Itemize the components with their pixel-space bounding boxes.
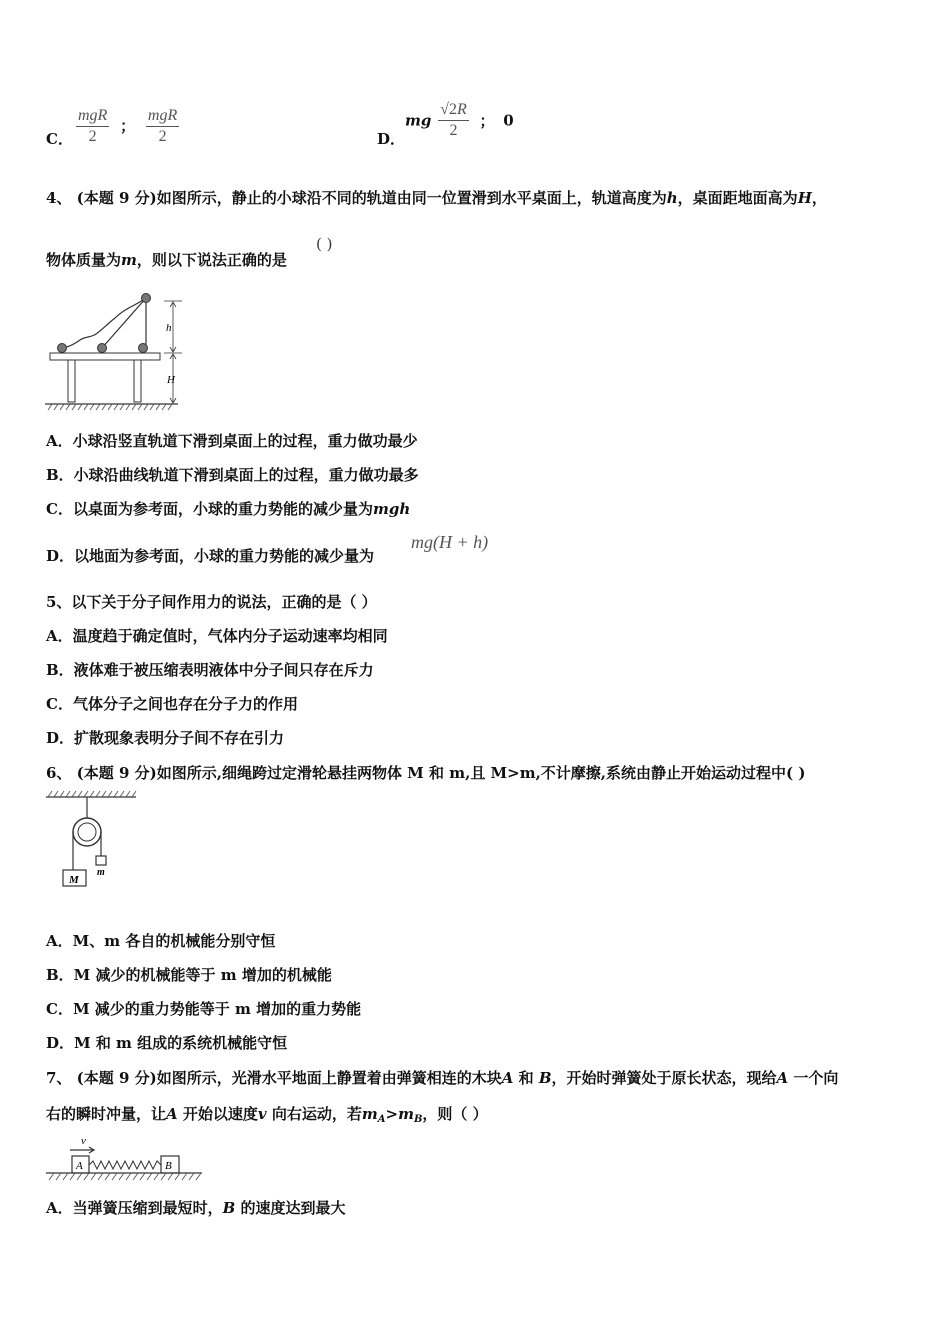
ball-top (142, 294, 151, 303)
fraction (438, 100, 469, 141)
q4-stem-line1 (46, 187, 827, 208)
table-leg (134, 360, 141, 402)
stem-text: 和 (513, 1069, 539, 1087)
var-m: m (121, 251, 137, 269)
question-number: 4、 (46, 189, 72, 207)
label-B: B (165, 1160, 172, 1172)
q5-option-b: B．液体难于被压缩表明液体中分子间只存在斥力 (46, 661, 374, 679)
q4-option-a: A．小球沿竖直轨道下滑到桌面上的过程，重力做功最少 (46, 432, 418, 450)
label-m: m (97, 867, 105, 878)
sqrt-two: √2 (440, 101, 457, 118)
q7-spring-figure (44, 1134, 210, 1186)
stem-text: 7、 (本题 9 分)如图所示，光滑水平地面上静置着由弹簧相连的木块 (46, 1069, 502, 1087)
answer-paren: ( ) (316, 235, 333, 253)
stem-text: ，则（ ） (422, 1105, 488, 1123)
label-A: A (76, 1160, 83, 1172)
var-B: B (222, 1199, 236, 1217)
q4-option-d (46, 545, 374, 566)
table-leg (68, 360, 75, 402)
q5-option-c: C．气体分子之间也存在分子力的作用 (46, 695, 298, 713)
q4-track-figure (40, 288, 200, 414)
q5-option-a: A．温度趋于确定值时，气体内分子运动速率均相同 (46, 627, 388, 645)
q3-option-d-label: D． (377, 130, 406, 148)
curved-track (60, 298, 146, 348)
stem-text: 右的瞬时冲量，让 (46, 1105, 167, 1123)
ball-curve-end (58, 344, 67, 353)
q7-option-a (46, 1197, 346, 1218)
q6-option-c: C．M 减少的重力势能等于 m 增加的重力势能 (46, 1000, 362, 1018)
stem-text: 向右运动，若 (266, 1105, 362, 1123)
label-h: h (166, 322, 172, 334)
denominator: 2 (449, 122, 458, 139)
q5-option-d: D．扩散现象表明分子间不存在引力 (46, 729, 285, 747)
fraction (146, 106, 179, 147)
math-R: R (456, 101, 467, 118)
label-M: M (69, 874, 79, 886)
q6-option-b: B．M 减少的机械能等于 m 增加的机械能 (46, 966, 332, 984)
q3-option-d-math (405, 100, 514, 141)
q7-stem-line1 (46, 1067, 838, 1088)
var-B: B (538, 1069, 552, 1087)
q4-stem-line2 (46, 249, 287, 270)
stem-text: 一个向 (788, 1069, 839, 1087)
var-A: A (776, 1069, 789, 1087)
stem-text: ，桌面距地面高为 (677, 189, 798, 207)
separator: ； (120, 116, 136, 135)
numerator (438, 100, 469, 121)
ceiling-hatching (48, 791, 136, 797)
stem-text: 如图所示，静止的小球沿不同的轨道由同一位置滑到水平桌面上，轨道高度为 (156, 189, 667, 207)
denominator: 2 (88, 128, 97, 145)
ground-hatching (49, 1173, 201, 1180)
var-mA: m (361, 1105, 378, 1123)
var-A: A (501, 1069, 514, 1087)
option-text: C．以桌面为参考面，小球的重力势能的减少量为 (46, 500, 373, 518)
var-mB: m (398, 1105, 414, 1123)
var-h: h (666, 189, 678, 207)
q6-stem: 6、 (本题 9 分)如图所示,细绳跨过定滑轮悬挂两物体 M 和 m,且 M>m,不计摩擦,系统由静止开始运动过程中( ) (46, 764, 806, 782)
var-A: A (166, 1105, 178, 1123)
fraction (76, 106, 109, 147)
greater-than: > (385, 1105, 399, 1123)
math-mg-H-plus-h: mg(H + h) (411, 532, 489, 552)
option-text: A．当弹簧压缩到最短时， (46, 1199, 223, 1217)
denominator: 2 (158, 128, 167, 145)
label-H: H (167, 374, 175, 386)
table-top (50, 353, 160, 360)
label-v: v (81, 1135, 86, 1147)
question-points: (本题 9 分) (76, 189, 157, 207)
q3-option-c-math (76, 106, 179, 147)
q7-stem-line2 (46, 1103, 488, 1125)
stem-text: 开始以速度 (177, 1105, 258, 1123)
stem-text: 物体质量为 (46, 251, 122, 269)
block-m (96, 856, 106, 865)
pulley-wheel (73, 818, 101, 846)
numerator: mgR (76, 106, 109, 127)
q6-option-d: D．M 和 m 组成的系统机械能守恒 (46, 1034, 288, 1052)
ground-hatching (48, 404, 172, 410)
option-text: 的速度达到最大 (235, 1199, 346, 1217)
ball-incline-end (98, 344, 107, 353)
subscript-A: A (377, 1114, 386, 1125)
zero-value: 0 (503, 111, 514, 130)
option-text: D．以地面为参考面，小球的重力势能的减少量为 (46, 547, 375, 565)
q5-stem: 5、以下关于分子间作用力的说法，正确的是（ ） (46, 593, 377, 611)
q4-option-c (46, 498, 410, 519)
spring (89, 1161, 161, 1169)
q6-option-a: A．M、m 各自的机械能分别守恒 (46, 932, 276, 950)
stem-text: ，则以下说法正确的是 (136, 251, 287, 269)
ball-vertical-end (139, 344, 148, 353)
q4-option-b: B．小球沿曲线轨道下滑到桌面上的过程，重力做功最多 (46, 466, 419, 484)
stem-text: ， (811, 189, 827, 207)
numerator: mgR (146, 106, 179, 127)
var-H: H (797, 189, 812, 207)
q6-pulley-figure (44, 790, 144, 892)
separator: ； (479, 112, 495, 130)
stem-text: ，开始时弹簧处于原长状态，现给 (551, 1069, 777, 1087)
math-mgh: mgh (372, 500, 411, 518)
subscript-B: B (413, 1114, 423, 1125)
q3-option-c-label: C． (46, 130, 73, 148)
math-mg: mg (405, 111, 432, 130)
var-v: v (257, 1105, 267, 1123)
